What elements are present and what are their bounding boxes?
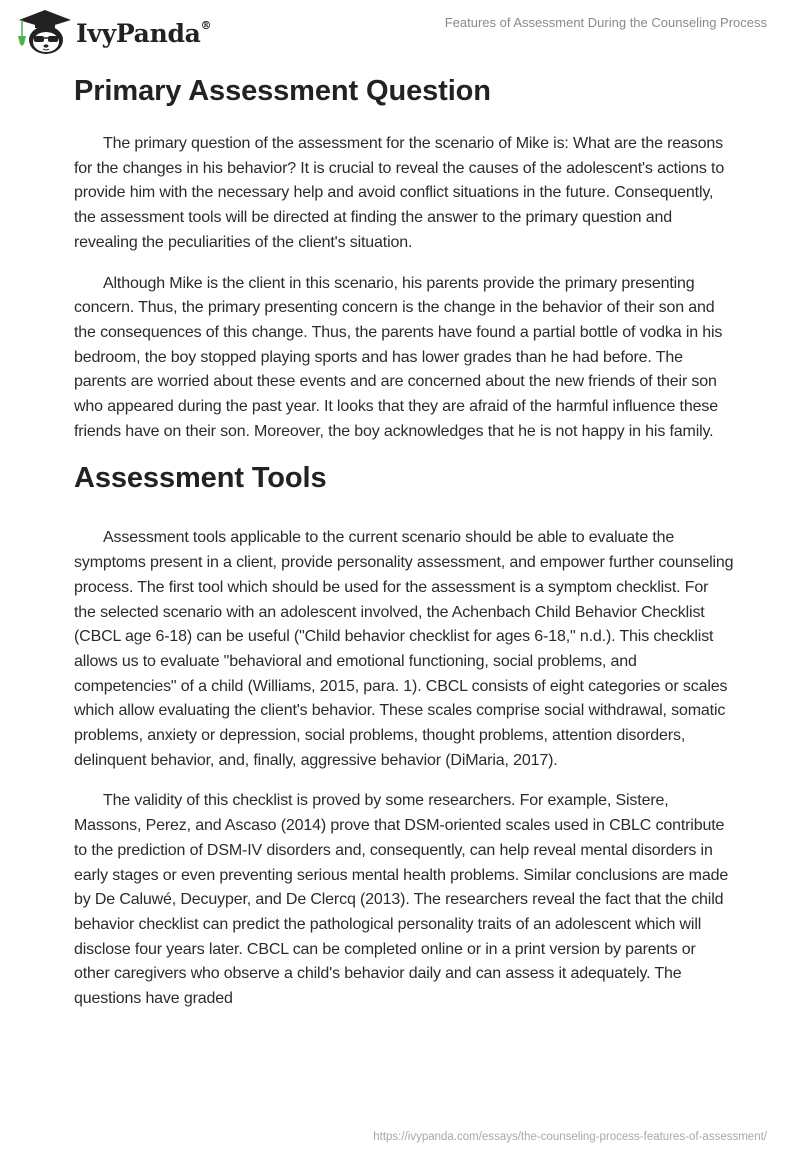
source-url[interactable]: https://ivypanda.com/essays/the-counseling-process-features-of-assessment/ [373, 1131, 767, 1143]
logo-text: IvyPanda® [76, 18, 212, 48]
essay-content [74, 70, 734, 1012]
paragraph: Although Mike is the client in this scenario, his parents provide the primary presenting concern. Thus, the primary presenting concern is the change in the behavior of their son and the consequences of this change. Thus, the parents have found a partial bottle of vodka in his bedroom, the boy stopped playing sports and has lower grades than he had before. The parents are worried about these events and are concerned about the new friends of their son who appeared during the past year. It looks that they are afraid of the harmful influence these friends have on their son. Moreover, the boy acknowledges that he is not happy in his family. [74, 274, 723, 440]
document-title: Features of Assessment During the Counseling Process [444, 15, 767, 30]
paragraph: The primary question of the assessment for the scenario of Mike is: What are the reasons for the changes in his behavior? It is crucial to reveal the causes of the adolescent's actions to provide him with the necessary help and avoid conflict situations in the future. Consequently, the assessment tools will be directed at finding the answer to the primary question and revealing the peculiarities of the client's situation. [74, 135, 725, 251]
paragraph: Assessment tools applicable to the current scenario should be able to evaluate the symptoms present in a client, provide personality assessment, and empower further counseling process. The first tool which should be used for the assessment is a symptom checklist. For the selected scenario with an adolescent involved, the Achenbach Child Behavior Checklist (CBCL age 6-18) can be useful ("Child behavior checklist for ages 6-18," n.d.). This checklist allows us to evaluate "behavioral and emotional functioning, social problems, and competencies" of a child (Williams, 2015, para. 1). CBCL consists of eight categories or scales which allow evaluating the client's behavior. These scales comprise social withdrawal, somatic problems, anxiety or depression, social problems, thought problems, attention disorders, delinquent behavior, and, finally, aggressive behavior (DiMaria, 2017). [74, 529, 734, 769]
page-header [0, 0, 800, 60]
section-heading-assessment-tools: Assessment Tools [74, 462, 327, 495]
panda-graduate-icon [16, 8, 74, 56]
paragraph: The validity of this checklist is proved by some researchers. For example, Sistere, Massons, Perez, and Ascaso (2014) prove that DSM-oriented scales used in CBLC contribute to the prediction of DSM-IV disorders and, consequently, can help reveal mental disorders in early stages or even preventing serious mental health problems. Similar conclusions are made by De Caluwé, Decuyper, and De Clercq (2013). The researchers reveal the fact that the child behavior checklist can predict the pathological personality traits of an adolescent which will disclose four years later. CBCL can be completed online or in a print version by parents or other caregivers who observe a child's behavior daily and can assess it adequately. The questions have graded [74, 792, 729, 1008]
section-heading-primary-assessment-question: Primary Assessment Question [74, 75, 491, 107]
ivypanda-logo[interactable] [16, 8, 211, 56]
